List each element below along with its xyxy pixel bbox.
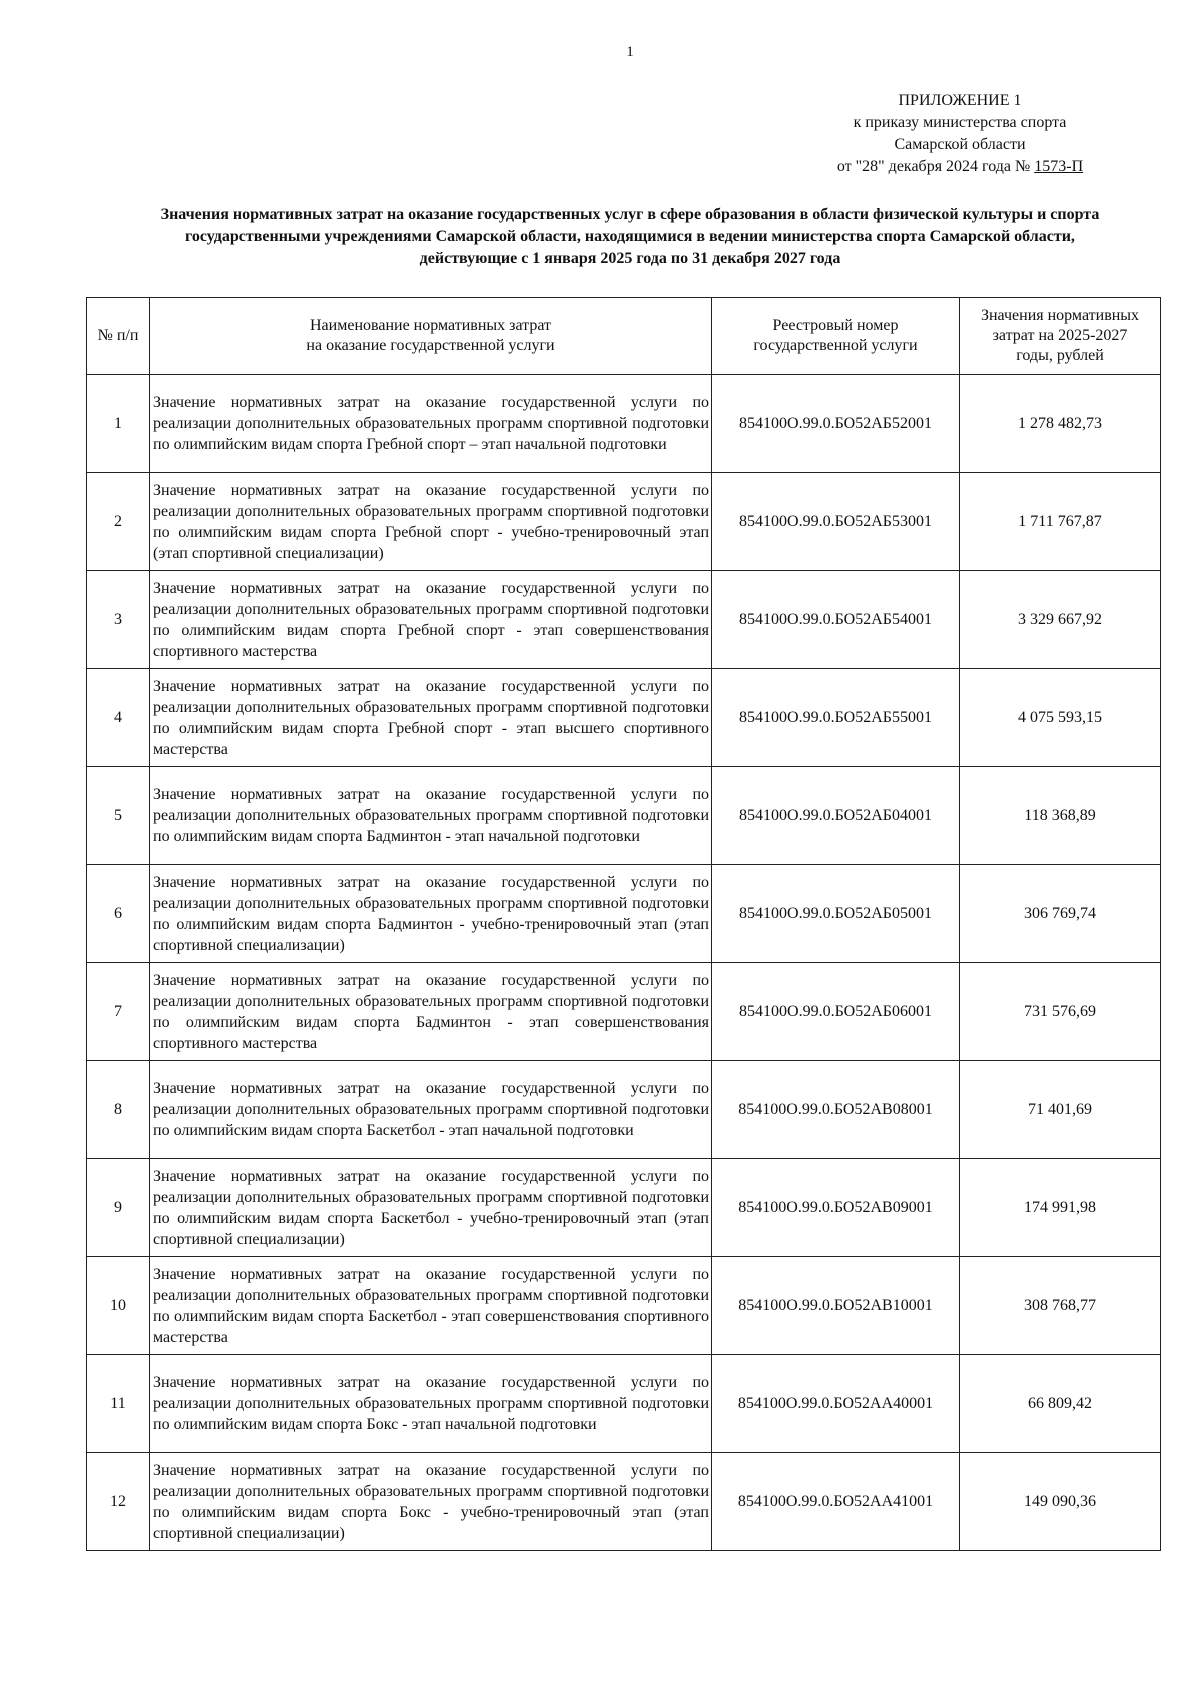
registry-number: 854100О.99.0.БО52АБ55001 [712, 669, 960, 767]
cost-name: Значение нормативных затрат на оказание государственной услуги по реализации дополнительных образовательных программ спортивной подготовки по олимпийским видам спорта Гребной спорт - этап совершенствования спортивного мастерства [150, 571, 712, 669]
registry-number: 854100О.99.0.БО52АБ06001 [712, 963, 960, 1061]
table-row [87, 865, 1161, 963]
cost-name: Значение нормативных затрат на оказание государственной услуги по реализации дополнительных образовательных программ спортивной подготовки по олимпийским видам спорта Баскетбол - учебно-тренировочный этап (этап спортивной специализации) [150, 1159, 712, 1257]
table-row [87, 669, 1161, 767]
cost-value: 1 711 767,87 [960, 473, 1161, 571]
table-row [87, 1159, 1161, 1257]
header-value-line-1: Значения нормативных [980, 307, 1140, 324]
cost-name: Значение нормативных затрат на оказание государственной услуги по реализации дополнительных образовательных программ спортивной подготовки по олимпийским видам спорта Баскетбол - этап совершенствования спортивного мастерства [150, 1257, 712, 1355]
header-name-line-1: Наименование нормативных затрат [310, 317, 551, 334]
row-number: 7 [87, 963, 150, 1061]
cost-name: Значение нормативных затрат на оказание государственной услуги по реализации дополнительных образовательных программ спортивной подготовки по олимпийским видам спорта Баскетбол - этап начальной подготовки [150, 1061, 712, 1159]
cost-name: Значение нормативных затрат на оказание государственной услуги по реализации дополнительных образовательных программ спортивной подготовки по олимпийским видам спорта Гребной спорт – этап начальной подготовки [150, 375, 712, 473]
header-registry [712, 298, 960, 375]
cost-value: 149 090,36 [960, 1453, 1161, 1551]
table-header-row [87, 298, 1161, 375]
row-number: 11 [87, 1355, 150, 1453]
table-row [87, 1257, 1161, 1355]
row-number: 4 [87, 669, 150, 767]
appendix-line-1: к приказу министерства спорта [853, 114, 1067, 131]
cost-value: 118 368,89 [960, 767, 1161, 865]
appendix-title: ПРИЛОЖЕНИЕ 1 [898, 92, 1022, 109]
registry-number: 854100О.99.0.БО52АБ54001 [712, 571, 960, 669]
cost-value: 4 075 593,15 [960, 669, 1161, 767]
table-row [87, 1061, 1161, 1159]
cost-value: 731 576,69 [960, 963, 1161, 1061]
header-value-line-2: затрат на 2025-2027 [992, 327, 1128, 344]
cost-value: 306 769,74 [960, 865, 1161, 963]
header-registry-line-2: государственной услуги [753, 337, 918, 354]
cost-name: Значение нормативных затрат на оказание государственной услуги по реализации дополнительных образовательных программ спортивной подготовки по олимпийским видам спорта Бокс - учебно-тренировочный этап (этап спортивной специализации) [150, 1453, 712, 1551]
cost-value: 308 768,77 [960, 1257, 1161, 1355]
table-row [87, 473, 1161, 571]
cost-value: 3 329 667,92 [960, 571, 1161, 669]
order-number: 1573-П [1034, 158, 1084, 175]
row-number: 8 [87, 1061, 150, 1159]
registry-number: 854100О.99.0.БО52АВ10001 [712, 1257, 960, 1355]
title-line-2: государственными учреждениями Самарской области, находящимися в ведении министерства спорта Самарской области, [185, 228, 1075, 245]
registry-number: 854100О.99.0.БО52АА40001 [712, 1355, 960, 1453]
title-line-1: Значения нормативных затрат на оказание государственных услуг в сфере образования в области физической культуры и спорта [160, 206, 1100, 223]
header-num: № п/п [87, 298, 150, 375]
cost-value: 71 401,69 [960, 1061, 1161, 1159]
row-number: 5 [87, 767, 150, 865]
row-number: 10 [87, 1257, 150, 1355]
table-row [87, 1453, 1161, 1551]
cost-value: 174 991,98 [960, 1159, 1161, 1257]
row-number: 2 [87, 473, 150, 571]
row-number: 3 [87, 571, 150, 669]
document-title [100, 204, 1160, 270]
appendix-line-2: Самарской области [894, 136, 1026, 153]
row-number: 12 [87, 1453, 150, 1551]
appendix-date-text: от "28" декабря 2024 года № [836, 158, 1035, 175]
cost-name: Значение нормативных затрат на оказание государственной услуги по реализации дополнительных образовательных программ спортивной подготовки по олимпийским видам спорта Бокс - этап начальной подготовки [150, 1355, 712, 1453]
row-number: 9 [87, 1159, 150, 1257]
registry-number: 854100О.99.0.БО52АБ53001 [712, 473, 960, 571]
table-row [87, 767, 1161, 865]
cost-name: Значение нормативных затрат на оказание государственной услуги по реализации дополнительных образовательных программ спортивной подготовки по олимпийским видам спорта Бадминтон - этап начальной подготовки [150, 767, 712, 865]
header-value-line-3: годы, рублей [1016, 347, 1104, 364]
costs-table [86, 297, 1161, 1551]
table-row [87, 375, 1161, 473]
header-registry-line-1: Реестровый номер [772, 317, 899, 334]
row-number: 6 [87, 865, 150, 963]
registry-number: 854100О.99.0.БО52АБ04001 [712, 767, 960, 865]
cost-value: 66 809,42 [960, 1355, 1161, 1453]
cost-name: Значение нормативных затрат на оказание государственной услуги по реализации дополнительных образовательных программ спортивной подготовки по олимпийским видам спорта Бадминтон - учебно-тренировочный этап (этап спортивной специализации) [150, 865, 712, 963]
registry-number: 854100О.99.0.БО52АВ08001 [712, 1061, 960, 1159]
cost-name: Значение нормативных затрат на оказание государственной услуги по реализации дополнительных образовательных программ спортивной подготовки по олимпийским видам спорта Гребной спорт - учебно-тренировочный этап (этап спортивной специализации) [150, 473, 712, 571]
table-row [87, 1355, 1161, 1453]
cost-name: Значение нормативных затрат на оказание государственной услуги по реализации дополнительных образовательных программ спортивной подготовки по олимпийским видам спорта Гребной спорт - этап высшего спортивного мастерства [150, 669, 712, 767]
title-line-3: действующие с 1 января 2025 года по 31 декабря 2027 года [419, 250, 841, 267]
registry-number: 854100О.99.0.БО52АБ52001 [712, 375, 960, 473]
header-name-line-2: на оказание государственной услуги [306, 337, 555, 354]
page-number: 1 [626, 44, 634, 60]
cost-name: Значение нормативных затрат на оказание государственной услуги по реализации дополнительных образовательных программ спортивной подготовки по олимпийским видам спорта Бадминтон - этап совершенствования спортивного мастерства [150, 963, 712, 1061]
registry-number: 854100О.99.0.БО52АБ05001 [712, 865, 960, 963]
header-name [150, 298, 712, 375]
header-value [960, 298, 1161, 375]
registry-number: 854100О.99.0.БО52АА41001 [712, 1453, 960, 1551]
table-row [87, 963, 1161, 1061]
table-row [87, 571, 1161, 669]
row-number: 1 [87, 375, 150, 473]
appendix-date [790, 156, 1130, 178]
cost-value: 1 278 482,73 [960, 375, 1161, 473]
appendix-header [790, 90, 1130, 178]
registry-number: 854100О.99.0.БО52АВ09001 [712, 1159, 960, 1257]
